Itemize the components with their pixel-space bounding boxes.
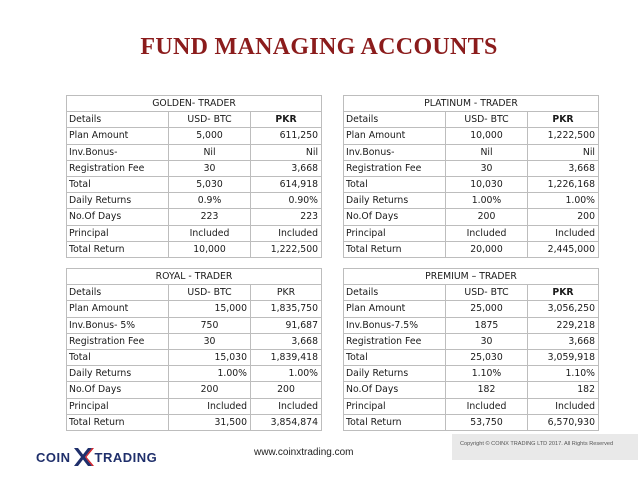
- table-row: [344, 176, 599, 192]
- column-header: USD- BTC: [446, 112, 528, 128]
- logo-x-icon: [72, 445, 94, 469]
- row-label: Total: [344, 349, 446, 365]
- pkr-cell: 3,668: [251, 160, 322, 176]
- column-header: Details: [67, 285, 169, 301]
- column-header: USD- BTC: [446, 285, 528, 301]
- column-header: USD- BTC: [169, 112, 251, 128]
- table-row: [344, 144, 599, 160]
- row-label: Total Return: [344, 414, 446, 430]
- table-row: [344, 317, 599, 333]
- footer-copyright-bar: [452, 434, 638, 460]
- row-label: Registration Fee: [344, 160, 446, 176]
- pkr-cell: 2,445,000: [528, 241, 599, 257]
- pkr-cell: 1.10%: [528, 366, 599, 382]
- row-label: Principal: [67, 225, 169, 241]
- usd-cell: 15,000: [169, 301, 251, 317]
- usd-cell: 53,750: [446, 414, 528, 430]
- column-header: PKR: [251, 285, 322, 301]
- column-header: USD- BTC: [169, 285, 251, 301]
- row-label: Plan Amount: [67, 301, 169, 317]
- usd-cell: 15,030: [169, 349, 251, 365]
- table-row: [67, 301, 322, 317]
- pkr-cell: 1.00%: [528, 193, 599, 209]
- pkr-cell: 614,918: [251, 176, 322, 192]
- table-row: [344, 160, 599, 176]
- usd-cell: 750: [169, 317, 251, 333]
- table-row: [67, 160, 322, 176]
- row-label: Plan Amount: [344, 128, 446, 144]
- table-heading: ROYAL - TRADER: [67, 269, 322, 285]
- website-link[interactable]: www.coinxtrading.com: [254, 447, 354, 458]
- usd-cell: 1.10%: [446, 366, 528, 382]
- row-label: No.Of Days: [67, 209, 169, 225]
- column-header: Details: [67, 112, 169, 128]
- usd-cell: 223: [169, 209, 251, 225]
- table-row: [67, 225, 322, 241]
- platinum-trader-table: [343, 95, 599, 258]
- pkr-cell: 3,854,874: [251, 414, 322, 430]
- usd-cell: 25,030: [446, 349, 528, 365]
- row-label: Plan Amount: [67, 128, 169, 144]
- usd-cell: 30: [169, 333, 251, 349]
- pkr-cell: 0.90%: [251, 193, 322, 209]
- row-label: Inv.Bonus-: [67, 144, 169, 160]
- usd-cell: 10,030: [446, 176, 528, 192]
- table-row: [67, 398, 322, 414]
- column-header: PKR: [528, 285, 599, 301]
- usd-cell: Nil: [169, 144, 251, 160]
- table-heading-row: [67, 96, 322, 112]
- pkr-cell: 91,687: [251, 317, 322, 333]
- usd-cell: 5,030: [169, 176, 251, 192]
- pkr-cell: 223: [251, 209, 322, 225]
- pkr-cell: 3,668: [251, 333, 322, 349]
- usd-cell: 30: [446, 333, 528, 349]
- row-label: Principal: [344, 398, 446, 414]
- row-label: Total Return: [67, 414, 169, 430]
- table-row: [67, 382, 322, 398]
- table-row: [344, 128, 599, 144]
- table-row: [67, 317, 322, 333]
- pkr-cell: 6,570,930: [528, 414, 599, 430]
- table-row: [344, 382, 599, 398]
- column-header: Details: [344, 285, 446, 301]
- table-row: [67, 241, 322, 257]
- table-row: [67, 366, 322, 382]
- table-row: [67, 144, 322, 160]
- row-label: Inv.Bonus- 5%: [67, 317, 169, 333]
- row-label: Daily Returns: [67, 366, 169, 382]
- row-label: Principal: [344, 225, 446, 241]
- table-header-row: [344, 285, 599, 301]
- pkr-cell: Included: [251, 398, 322, 414]
- row-label: Plan Amount: [344, 301, 446, 317]
- pkr-cell: 200: [251, 382, 322, 398]
- pkr-cell: Included: [528, 225, 599, 241]
- usd-cell: 182: [446, 382, 528, 398]
- row-label: Total: [344, 176, 446, 192]
- pkr-cell: 1,835,750: [251, 301, 322, 317]
- royal-trader-table: [66, 268, 322, 431]
- pkr-cell: 229,218: [528, 317, 599, 333]
- table-row: [344, 301, 599, 317]
- pkr-cell: 1.00%: [251, 366, 322, 382]
- usd-cell: 30: [169, 160, 251, 176]
- row-label: Total: [67, 176, 169, 192]
- logo-text-coin: COIN: [36, 449, 71, 465]
- copyright-text: Copyright © COINX TRADING LTD 2017. All Rights Reserved: [460, 441, 614, 447]
- table-row: [344, 349, 599, 365]
- coinx-logo: [36, 444, 157, 470]
- table-row: [67, 414, 322, 430]
- usd-cell: 10,000: [169, 241, 251, 257]
- table-row: [344, 414, 599, 430]
- table-row: [67, 333, 322, 349]
- pkr-cell: 611,250: [251, 128, 322, 144]
- pkr-cell: Nil: [251, 144, 322, 160]
- table-row: [67, 128, 322, 144]
- usd-cell: 200: [446, 209, 528, 225]
- page-title: FUND MANAGING ACCOUNTS: [140, 34, 498, 60]
- premium-trader-table: [343, 268, 599, 431]
- row-label: Daily Returns: [67, 193, 169, 209]
- table-row: [344, 333, 599, 349]
- row-label: Registration Fee: [67, 160, 169, 176]
- table-row: [344, 366, 599, 382]
- usd-cell: 1.00%: [446, 193, 528, 209]
- pkr-cell: 1,226,168: [528, 176, 599, 192]
- row-label: No.Of Days: [344, 209, 446, 225]
- pkr-cell: 3,668: [528, 160, 599, 176]
- row-label: No.Of Days: [67, 382, 169, 398]
- table-heading-row: [67, 269, 322, 285]
- logo-text-trading: TRADING: [94, 449, 158, 465]
- pkr-cell: Nil: [528, 144, 599, 160]
- usd-cell: Included: [169, 225, 251, 241]
- usd-cell: Included: [446, 225, 528, 241]
- column-header: Details: [344, 112, 446, 128]
- table-heading: PLATINUM - TRADER: [344, 96, 599, 112]
- table-heading-row: [344, 269, 599, 285]
- usd-cell: 20,000: [446, 241, 528, 257]
- table-header-row: [67, 285, 322, 301]
- row-label: Principal: [67, 398, 169, 414]
- row-label: Inv.Bonus-: [344, 144, 446, 160]
- pkr-cell: 200: [528, 209, 599, 225]
- table-row: [344, 398, 599, 414]
- table-row: [344, 225, 599, 241]
- golden-trader-table: [66, 95, 322, 258]
- pkr-cell: 3,059,918: [528, 349, 599, 365]
- pkr-cell: 1,222,500: [528, 128, 599, 144]
- pkr-cell: Included: [528, 398, 599, 414]
- usd-cell: Nil: [446, 144, 528, 160]
- usd-cell: 30: [446, 160, 528, 176]
- table-heading: PREMIUM – TRADER: [344, 269, 599, 285]
- row-label: No.Of Days: [344, 382, 446, 398]
- row-label: Registration Fee: [344, 333, 446, 349]
- row-label: Daily Returns: [344, 193, 446, 209]
- row-label: Inv.Bonus-7.5%: [344, 317, 446, 333]
- pkr-cell: 1,839,418: [251, 349, 322, 365]
- usd-cell: 200: [169, 382, 251, 398]
- table-heading-row: [344, 96, 599, 112]
- usd-cell: Included: [169, 398, 251, 414]
- table-header-row: [344, 112, 599, 128]
- table-row: [344, 209, 599, 225]
- pkr-cell: Included: [251, 225, 322, 241]
- usd-cell: 10,000: [446, 128, 528, 144]
- pkr-cell: 3,668: [528, 333, 599, 349]
- column-header: PKR: [528, 112, 599, 128]
- column-header: PKR: [251, 112, 322, 128]
- usd-cell: 1.00%: [169, 366, 251, 382]
- table-row: [67, 176, 322, 192]
- pkr-cell: 182: [528, 382, 599, 398]
- usd-cell: 5,000: [169, 128, 251, 144]
- usd-cell: 0.9%: [169, 193, 251, 209]
- usd-cell: 25,000: [446, 301, 528, 317]
- row-label: Total Return: [344, 241, 446, 257]
- table-header-row: [67, 112, 322, 128]
- table-heading: GOLDEN- TRADER: [67, 96, 322, 112]
- usd-cell: 1875: [446, 317, 528, 333]
- table-row: [67, 349, 322, 365]
- pkr-cell: 1,222,500: [251, 241, 322, 257]
- usd-cell: 31,500: [169, 414, 251, 430]
- row-label: Total: [67, 349, 169, 365]
- table-row: [67, 193, 322, 209]
- usd-cell: Included: [446, 398, 528, 414]
- table-row: [344, 241, 599, 257]
- pkr-cell: 3,056,250: [528, 301, 599, 317]
- table-row: [67, 209, 322, 225]
- row-label: Daily Returns: [344, 366, 446, 382]
- row-label: Registration Fee: [67, 333, 169, 349]
- row-label: Total Return: [67, 241, 169, 257]
- table-row: [344, 193, 599, 209]
